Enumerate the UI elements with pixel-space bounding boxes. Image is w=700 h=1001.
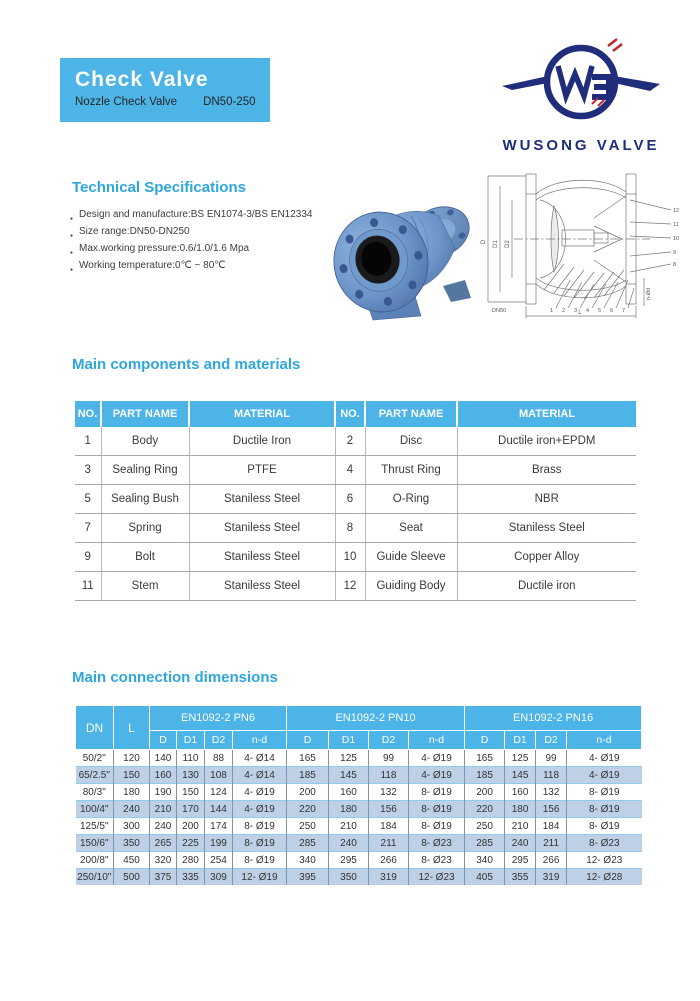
cell: 4- Ø19 bbox=[409, 767, 465, 784]
header-cell: PART NAME bbox=[101, 401, 189, 427]
spec-item: ● Max.working pressure:0.6/1.0/1.6 Mpa bbox=[70, 240, 338, 257]
cell: 160 bbox=[505, 784, 536, 801]
cell: 8 bbox=[335, 514, 365, 543]
cell: 8- Ø19 bbox=[567, 801, 642, 818]
subcol-header: D bbox=[287, 731, 329, 750]
cell: 220 bbox=[465, 801, 505, 818]
brand-logo-icon bbox=[500, 34, 662, 130]
cell: 120 bbox=[114, 750, 150, 767]
cell: 184 bbox=[369, 818, 409, 835]
subcol-header: D bbox=[465, 731, 505, 750]
cell: Sealing Bush bbox=[101, 485, 189, 514]
header-cell: MATERIAL bbox=[189, 401, 335, 427]
spec-item: ● Design and manufacture:BS EN1074-3/BS EN12334 bbox=[70, 206, 338, 223]
cell: 200 bbox=[177, 818, 205, 835]
cell: Disc bbox=[365, 427, 457, 456]
cell: 1 bbox=[75, 427, 101, 456]
cell: 250 bbox=[287, 818, 329, 835]
subcol-header: D2 bbox=[369, 731, 409, 750]
cell: 280 bbox=[177, 852, 205, 869]
subcol-header: D bbox=[150, 731, 177, 750]
cell: 99 bbox=[536, 750, 567, 767]
cell: 266 bbox=[369, 852, 409, 869]
cell: 8- Ø19 bbox=[567, 818, 642, 835]
cell: 240 bbox=[329, 835, 369, 852]
table-row bbox=[75, 485, 636, 514]
dim-label-d2: D2 bbox=[505, 240, 511, 248]
cell: 8- Ø19 bbox=[233, 835, 287, 852]
cell: Ductile Iron bbox=[189, 427, 335, 456]
cell: 266 bbox=[536, 852, 567, 869]
table-row bbox=[75, 572, 636, 601]
cell: 6 bbox=[335, 485, 365, 514]
cell: 8- Ø19 bbox=[409, 801, 465, 818]
cell: 210 bbox=[329, 818, 369, 835]
cell: 319 bbox=[369, 869, 409, 886]
cell: 4- Ø19 bbox=[233, 784, 287, 801]
cell: Body bbox=[101, 427, 189, 456]
size-range: DN50-250 bbox=[203, 96, 256, 108]
cell: 211 bbox=[536, 835, 567, 852]
cell: 184 bbox=[536, 818, 567, 835]
cell: 220 bbox=[287, 801, 329, 818]
cell: 375 bbox=[150, 869, 177, 886]
subcol-header: D1 bbox=[505, 731, 536, 750]
cell: 165 bbox=[287, 750, 329, 767]
cell: 8- Ø23 bbox=[409, 852, 465, 869]
cell: Sealing Ring bbox=[101, 456, 189, 485]
spec-item: ● Size range:DN50-DN250 bbox=[70, 223, 338, 240]
cell: 125/5" bbox=[76, 818, 114, 835]
group-header-pn6: EN1092-2 PN6 bbox=[150, 706, 287, 731]
cell: 180 bbox=[329, 801, 369, 818]
cell: Staniless Steel bbox=[189, 572, 335, 601]
cell: 156 bbox=[536, 801, 567, 818]
cell: 335 bbox=[177, 869, 205, 886]
cell: 355 bbox=[505, 869, 536, 886]
callout: 7 bbox=[622, 308, 626, 314]
cell: 12- Ø23 bbox=[409, 869, 465, 886]
cell: 8- Ø19 bbox=[409, 784, 465, 801]
table-row bbox=[76, 801, 642, 818]
cell: Staniless Steel bbox=[189, 514, 335, 543]
callout: 10 bbox=[673, 236, 680, 242]
cell: 99 bbox=[369, 750, 409, 767]
cell: 180 bbox=[114, 784, 150, 801]
section-heading-dimensions: Main connection dimensions bbox=[72, 669, 278, 686]
spec-list bbox=[70, 206, 338, 274]
technical-drawing bbox=[478, 160, 685, 332]
table-row bbox=[76, 852, 642, 869]
callout: 12 bbox=[673, 208, 680, 214]
cell: O-Ring bbox=[365, 485, 457, 514]
cell: 395 bbox=[287, 869, 329, 886]
table-row bbox=[76, 869, 642, 886]
header-cell: NO. bbox=[75, 401, 101, 427]
cell: 110 bbox=[177, 750, 205, 767]
brand-name: WUSONG VALVE bbox=[502, 137, 660, 154]
cell: 7 bbox=[75, 514, 101, 543]
cell: 309 bbox=[205, 869, 233, 886]
cell: 8- Ø23 bbox=[567, 835, 642, 852]
cell: 80/3" bbox=[76, 784, 114, 801]
cell: 4 bbox=[335, 456, 365, 485]
cell: 250 bbox=[465, 818, 505, 835]
cell: Seat bbox=[365, 514, 457, 543]
cell: 150 bbox=[177, 784, 205, 801]
cell: Copper Alloy bbox=[457, 543, 636, 572]
cell: 320 bbox=[150, 852, 177, 869]
callout: 3 bbox=[574, 308, 578, 314]
cell: Thrust Ring bbox=[365, 456, 457, 485]
table-row bbox=[76, 835, 642, 852]
cell: Stem bbox=[101, 572, 189, 601]
cell: 125 bbox=[329, 750, 369, 767]
cell: 250/10" bbox=[76, 869, 114, 886]
cell: 4- Ø19 bbox=[233, 801, 287, 818]
dim-label-d: D bbox=[481, 239, 487, 245]
header-cell: MATERIAL bbox=[457, 401, 636, 427]
cell: 144 bbox=[205, 801, 233, 818]
cell: 88 bbox=[205, 750, 233, 767]
table-row bbox=[75, 514, 636, 543]
components-header-row bbox=[75, 401, 636, 427]
cell: 254 bbox=[205, 852, 233, 869]
cell: 180 bbox=[505, 801, 536, 818]
header-cell: NO. bbox=[335, 401, 365, 427]
table-row bbox=[76, 818, 642, 835]
cell: 9 bbox=[75, 543, 101, 572]
cell: 8- Ø23 bbox=[409, 835, 465, 852]
subcol-header: n-d bbox=[233, 731, 287, 750]
dimensions-sub-header-row bbox=[76, 731, 642, 750]
cell: 350 bbox=[329, 869, 369, 886]
cell: 174 bbox=[205, 818, 233, 835]
cell: 340 bbox=[465, 852, 505, 869]
cell: Staniless Steel bbox=[189, 543, 335, 572]
callout: 2 bbox=[562, 308, 566, 314]
cell: 165 bbox=[465, 750, 505, 767]
section-heading-tech-specs: Technical Specifications bbox=[72, 179, 246, 196]
header-cell-l: L bbox=[114, 706, 150, 750]
cell: Bolt bbox=[101, 543, 189, 572]
cell: 295 bbox=[329, 852, 369, 869]
cell: 200 bbox=[465, 784, 505, 801]
subcol-header: D1 bbox=[177, 731, 205, 750]
length-label: L bbox=[578, 310, 582, 316]
cell: 2 bbox=[335, 427, 365, 456]
cell: 118 bbox=[536, 767, 567, 784]
subcol-header: n-d bbox=[409, 731, 465, 750]
cell: 12- Ø23 bbox=[567, 852, 642, 869]
cell: PTFE bbox=[189, 456, 335, 485]
cell: 8- Ø19 bbox=[409, 818, 465, 835]
cell: Ductile iron+EPDM bbox=[457, 427, 636, 456]
cell: 12 bbox=[335, 572, 365, 601]
subcol-header: D2 bbox=[536, 731, 567, 750]
subcol-header: D1 bbox=[329, 731, 369, 750]
table-row bbox=[76, 750, 642, 767]
cell: 319 bbox=[536, 869, 567, 886]
cell: 11 bbox=[75, 572, 101, 601]
cell: 160 bbox=[150, 767, 177, 784]
cell: 285 bbox=[287, 835, 329, 852]
cell: 10 bbox=[335, 543, 365, 572]
cell: 170 bbox=[177, 801, 205, 818]
subcol-header: D2 bbox=[205, 731, 233, 750]
dimensions-table bbox=[75, 705, 642, 885]
table-row bbox=[75, 456, 636, 485]
cell: 4- Ø19 bbox=[409, 750, 465, 767]
cell: 118 bbox=[369, 767, 409, 784]
cell: 124 bbox=[205, 784, 233, 801]
cell: 4- Ø19 bbox=[567, 750, 642, 767]
cell: Guide Sleeve bbox=[365, 543, 457, 572]
cell: 132 bbox=[369, 784, 409, 801]
cell: 405 bbox=[465, 869, 505, 886]
cell: 145 bbox=[329, 767, 369, 784]
cell: 199 bbox=[205, 835, 233, 852]
brand-logo-block bbox=[495, 34, 667, 154]
dimensions-group-header-row bbox=[76, 706, 642, 731]
cell: Staniless Steel bbox=[189, 485, 335, 514]
header-cell: PART NAME bbox=[365, 401, 457, 427]
table-row bbox=[75, 543, 636, 572]
components-table bbox=[75, 401, 636, 601]
cell: 12- Ø19 bbox=[233, 869, 287, 886]
cell: 185 bbox=[287, 767, 329, 784]
cell: 340 bbox=[287, 852, 329, 869]
cell: 150 bbox=[114, 767, 150, 784]
cell: 240 bbox=[114, 801, 150, 818]
dim-label-d1: D1 bbox=[493, 240, 499, 248]
cell: 211 bbox=[369, 835, 409, 852]
cell: 108 bbox=[205, 767, 233, 784]
cell: 200/8" bbox=[76, 852, 114, 869]
cell: 225 bbox=[177, 835, 205, 852]
cell: 190 bbox=[150, 784, 177, 801]
cell: 295 bbox=[505, 852, 536, 869]
cell: 140 bbox=[150, 750, 177, 767]
cell: 132 bbox=[536, 784, 567, 801]
dn-label: DN50 bbox=[492, 308, 507, 314]
cell: 3 bbox=[75, 456, 101, 485]
group-header-pn10: EN1092-2 PN10 bbox=[287, 706, 465, 731]
callout: 5 bbox=[598, 308, 602, 314]
callout: 11 bbox=[673, 222, 679, 228]
subcol-header: n-d bbox=[567, 731, 642, 750]
nd-label: n-Ød bbox=[646, 287, 652, 301]
cell: 210 bbox=[150, 801, 177, 818]
cell: 500 bbox=[114, 869, 150, 886]
page-subtitle: Nozzle Check Valve bbox=[75, 96, 178, 108]
table-row bbox=[76, 767, 642, 784]
product-photo bbox=[323, 186, 485, 328]
callout: 4 bbox=[586, 308, 590, 314]
callout: 9 bbox=[673, 250, 677, 256]
section-heading-components: Main components and materials bbox=[72, 356, 301, 373]
cell: 150/6" bbox=[76, 835, 114, 852]
cell: Brass bbox=[457, 456, 636, 485]
cell: 145 bbox=[505, 767, 536, 784]
cell: 265 bbox=[150, 835, 177, 852]
cell: 160 bbox=[329, 784, 369, 801]
cell: NBR bbox=[457, 485, 636, 514]
callout: 6 bbox=[610, 308, 614, 314]
cell: 210 bbox=[505, 818, 536, 835]
cell: 350 bbox=[114, 835, 150, 852]
cell: 8- Ø19 bbox=[233, 852, 287, 869]
cell: 185 bbox=[465, 767, 505, 784]
table-row bbox=[75, 427, 636, 456]
cell: 240 bbox=[150, 818, 177, 835]
page-title: Check Valve bbox=[75, 68, 209, 91]
cell: Staniless Steel bbox=[457, 514, 636, 543]
cell: 8- Ø19 bbox=[233, 818, 287, 835]
cell: 8- Ø19 bbox=[567, 784, 642, 801]
cell: 100/4" bbox=[76, 801, 114, 818]
cell: 5 bbox=[75, 485, 101, 514]
cell: 4- Ø14 bbox=[233, 767, 287, 784]
cell: 50/2" bbox=[76, 750, 114, 767]
header-cell-dn: DN bbox=[76, 706, 114, 750]
cell: 130 bbox=[177, 767, 205, 784]
callout: 8 bbox=[673, 262, 677, 268]
cell: 12- Ø28 bbox=[567, 869, 642, 886]
spec-item: ● Working temperature:0℃ ~ 80℃ bbox=[70, 257, 338, 274]
cell: Spring bbox=[101, 514, 189, 543]
callout: 1 bbox=[550, 308, 554, 314]
cell: Ductile iron bbox=[457, 572, 636, 601]
cell: 4- Ø19 bbox=[567, 767, 642, 784]
cell: 240 bbox=[505, 835, 536, 852]
cell: 450 bbox=[114, 852, 150, 869]
cell: 156 bbox=[369, 801, 409, 818]
cell: 4- Ø14 bbox=[233, 750, 287, 767]
cell: 200 bbox=[287, 784, 329, 801]
cell: 125 bbox=[505, 750, 536, 767]
cell: 65/2.5" bbox=[76, 767, 114, 784]
header-banner bbox=[60, 58, 270, 122]
group-header-pn16: EN1092-2 PN16 bbox=[465, 706, 642, 731]
cell: 285 bbox=[465, 835, 505, 852]
cell: Guiding Body bbox=[365, 572, 457, 601]
cell: 300 bbox=[114, 818, 150, 835]
table-row bbox=[76, 784, 642, 801]
